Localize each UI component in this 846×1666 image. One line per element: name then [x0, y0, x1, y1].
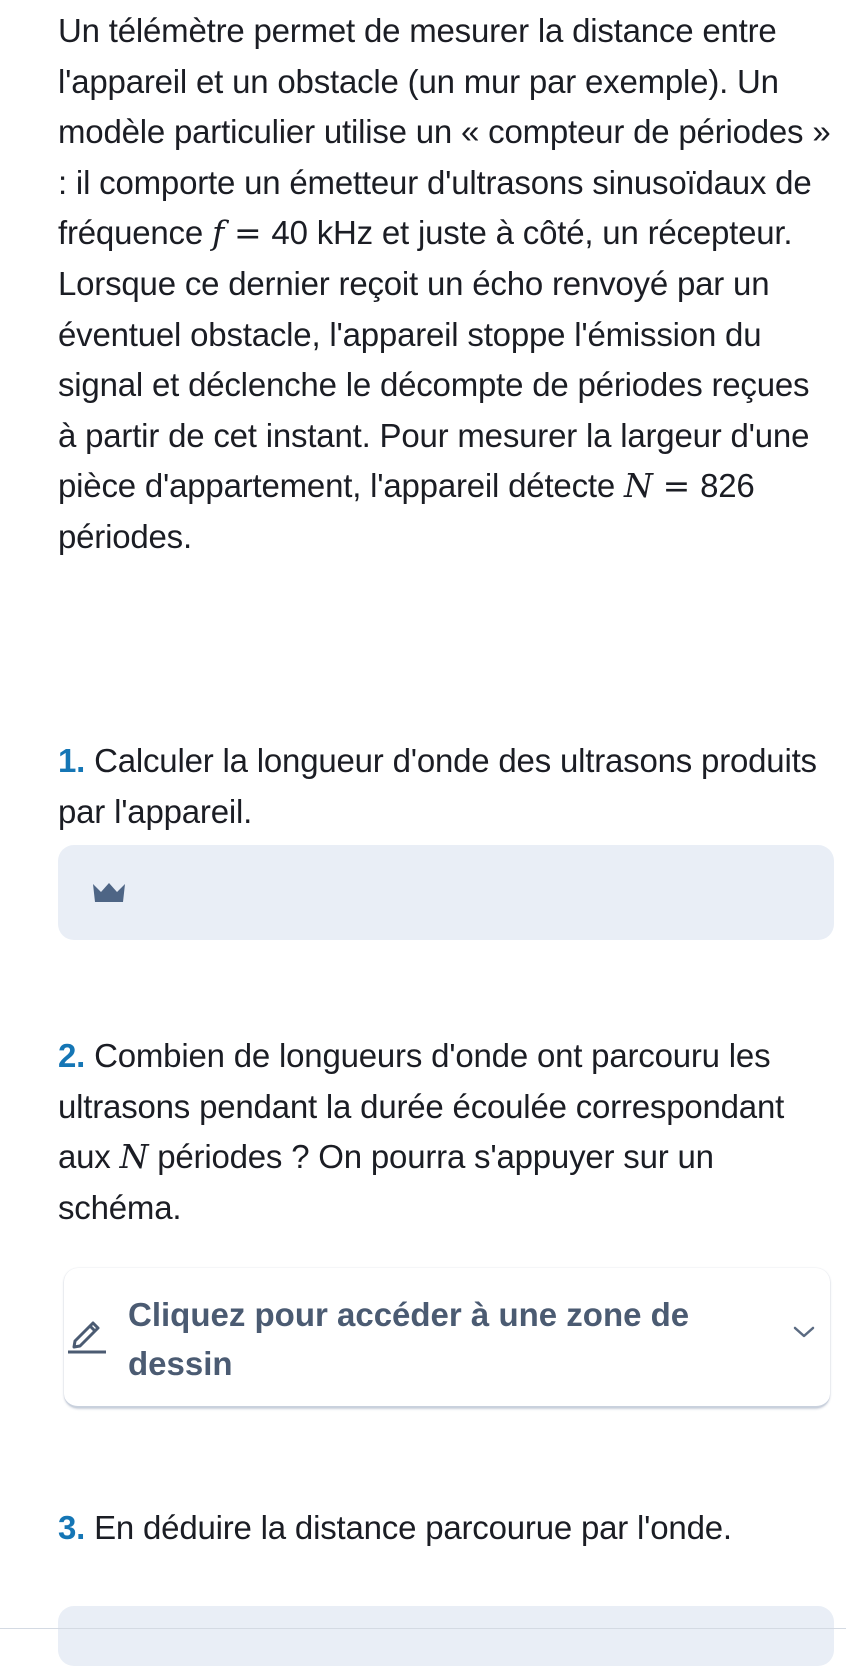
period-count-symbol: N	[119, 1137, 149, 1177]
question-1	[58, 736, 828, 837]
bottom-divider	[0, 1628, 846, 1629]
chevron-down-icon[interactable]	[792, 1324, 816, 1340]
pencil-icon	[66, 1314, 106, 1354]
frequency-value: 40 kHz	[271, 214, 373, 252]
question-text: En déduire la distance parcourue par l'onde.	[94, 1509, 732, 1546]
statement-text-part-2: et juste à côté, un récepteur. Lorsque ce dernier reçoit un écho renvoyé par un éventuel obstacle, l'appareil stoppe l'émission du signal et déclenche le décompte de périodes reçues à partir de cet instant. Pour mesurer la largeur d'une pièce d'appartement, l'appareil détecte	[58, 214, 810, 505]
equals-sign: =	[233, 213, 262, 253]
exercise-statement	[58, 0, 834, 563]
frequency-symbol: f	[211, 213, 224, 253]
answer-box-question-3[interactable]	[58, 1606, 834, 1666]
question-text-part-1: Combien de longueurs d'onde ont parcouru les ultrasons pendant la durée écoulée correspondant aux	[58, 1037, 785, 1176]
crown-icon	[92, 881, 126, 903]
drawing-zone-button[interactable]	[64, 1268, 830, 1408]
exercise-content	[58, 0, 834, 1546]
statement-text-part-3: périodes.	[58, 517, 192, 555]
period-count-value: 826	[700, 467, 755, 505]
question-text: Calculer la longueur d'onde des ultrasons produits par l'appareil.	[58, 742, 817, 830]
question-number: 3.	[58, 1509, 86, 1546]
answer-box-question-1[interactable]	[58, 845, 834, 940]
equals-sign-2: =	[662, 466, 691, 506]
question-text-part-2: périodes ? On pourra s'appuyer sur un schéma.	[58, 1138, 714, 1226]
question-number: 2.	[58, 1037, 86, 1074]
period-count-symbol: N	[623, 466, 653, 506]
question-3	[58, 1503, 828, 1554]
question-number: 1.	[58, 742, 86, 779]
drawing-zone-label: Cliquez pour accéder à une zone de dessin	[128, 1296, 690, 1382]
statement-text-part-1: Un télémètre permet de mesurer la distance entre l'appareil et un obstacle (un mur par exemple). Un modèle particulier utilise un « compteur de périodes » : il comporte un émetteur d'ultrasons sinusoïdaux de fréquence	[58, 12, 831, 252]
question-2	[58, 1031, 828, 1233]
